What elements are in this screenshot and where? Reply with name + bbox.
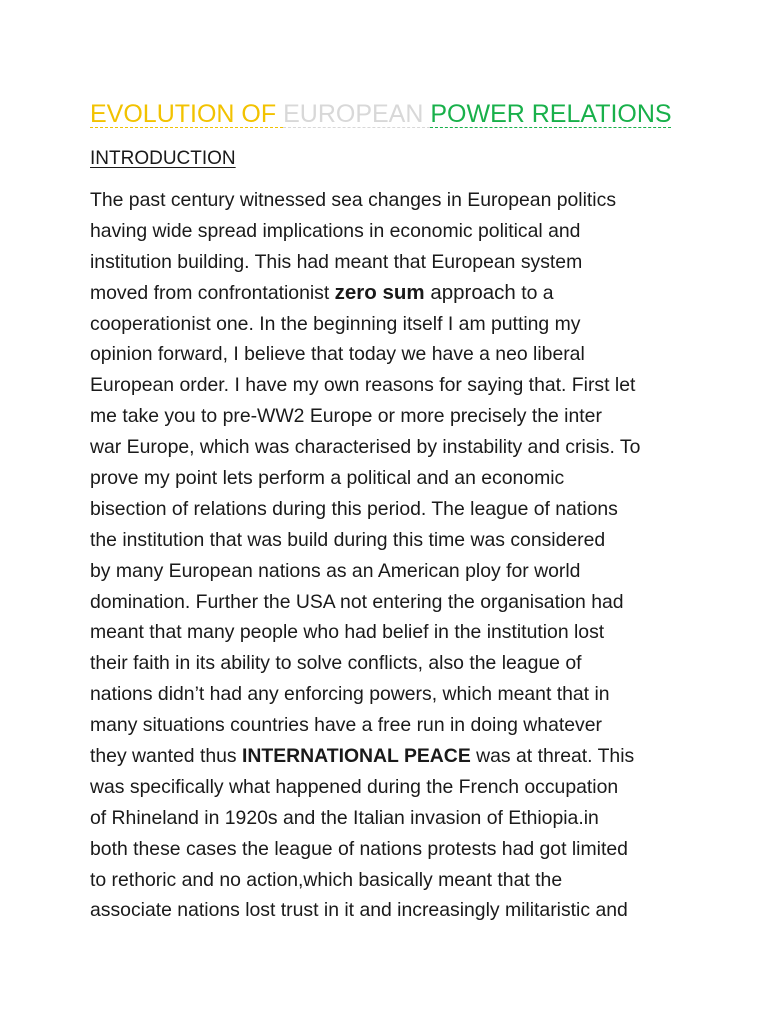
emphasis-zero-sum: zero sum bbox=[334, 280, 425, 304]
paragraph-line: nations didn’t had any enforcing powers, which meant that in bbox=[90, 683, 610, 706]
paragraph-line: by many European nations as an American ploy for world bbox=[90, 559, 581, 582]
paragraph-line: the institution that was build during this time was considered bbox=[90, 528, 606, 551]
title-part-evolution-of: EVOLUTION OF bbox=[90, 100, 284, 128]
paragraph-line: me take you to pre-WW2 Europe or more precisely the inter bbox=[90, 405, 602, 428]
paragraph-line: domination. Further the USA not entering the organisation had bbox=[90, 590, 624, 613]
paragraph-line: their faith in its ability to solve conflicts, also the league of bbox=[90, 652, 582, 675]
paragraph-line: both these cases the league of nations protests had got limited bbox=[90, 837, 628, 860]
paragraph-line: The past century witnessed sea changes in European politics bbox=[90, 189, 617, 211]
paragraph-line: associate nations lost trust in it and increasingly militaristic and bbox=[90, 899, 628, 922]
paragraph-line: was specifically what happened during the French occupation bbox=[90, 775, 619, 798]
paragraph-line bbox=[90, 741, 690, 772]
paragraph-line: to rethoric and no action,which basically meant that the bbox=[90, 868, 563, 891]
line-text-approach: approach bbox=[424, 280, 516, 304]
paragraph-line: war Europe, which was characterised by instability and crisis. To bbox=[90, 436, 641, 459]
title-part-european: EUROPEAN bbox=[283, 100, 431, 128]
title-part-power-relations: POWER RELATIONS bbox=[430, 100, 672, 128]
paragraph-line bbox=[90, 278, 690, 309]
paragraph-line: of Rhineland in 1920s and the Italian invasion of Ethiopia.in bbox=[90, 806, 599, 829]
line-text: was at threat. This bbox=[470, 745, 635, 768]
paragraph-line: European order. I have my own reasons for saying that. First let bbox=[90, 374, 636, 397]
paragraph-line: institution building. This had meant that European system bbox=[90, 250, 583, 273]
section-heading-introduction: INTRODUCTION bbox=[90, 148, 236, 169]
emphasis-international-peace: INTERNATIONAL PEACE bbox=[242, 745, 471, 768]
paragraph-line: prove my point lets perform a political and an economic bbox=[90, 467, 565, 490]
paragraph-line: having wide spread implications in economic political and bbox=[90, 219, 581, 242]
paragraph-line: meant that many people who had belief in the institution lost bbox=[90, 621, 605, 644]
paragraph-line: many situations countries have a free run in doing whatever bbox=[90, 714, 602, 737]
line-text: to a bbox=[515, 281, 554, 304]
line-text: moved from confrontationist bbox=[90, 281, 335, 304]
paragraph-line: bisection of relations during this period. The league of nations bbox=[90, 497, 618, 520]
line-text: they wanted thus bbox=[90, 745, 242, 768]
paragraph-line: cooperationist one. In the beginning itself I am putting my bbox=[90, 312, 581, 335]
paragraph-line: opinion forward, I believe that today we have a neo liberal bbox=[90, 343, 585, 366]
introduction-paragraph bbox=[90, 185, 690, 926]
document-title bbox=[90, 98, 672, 130]
